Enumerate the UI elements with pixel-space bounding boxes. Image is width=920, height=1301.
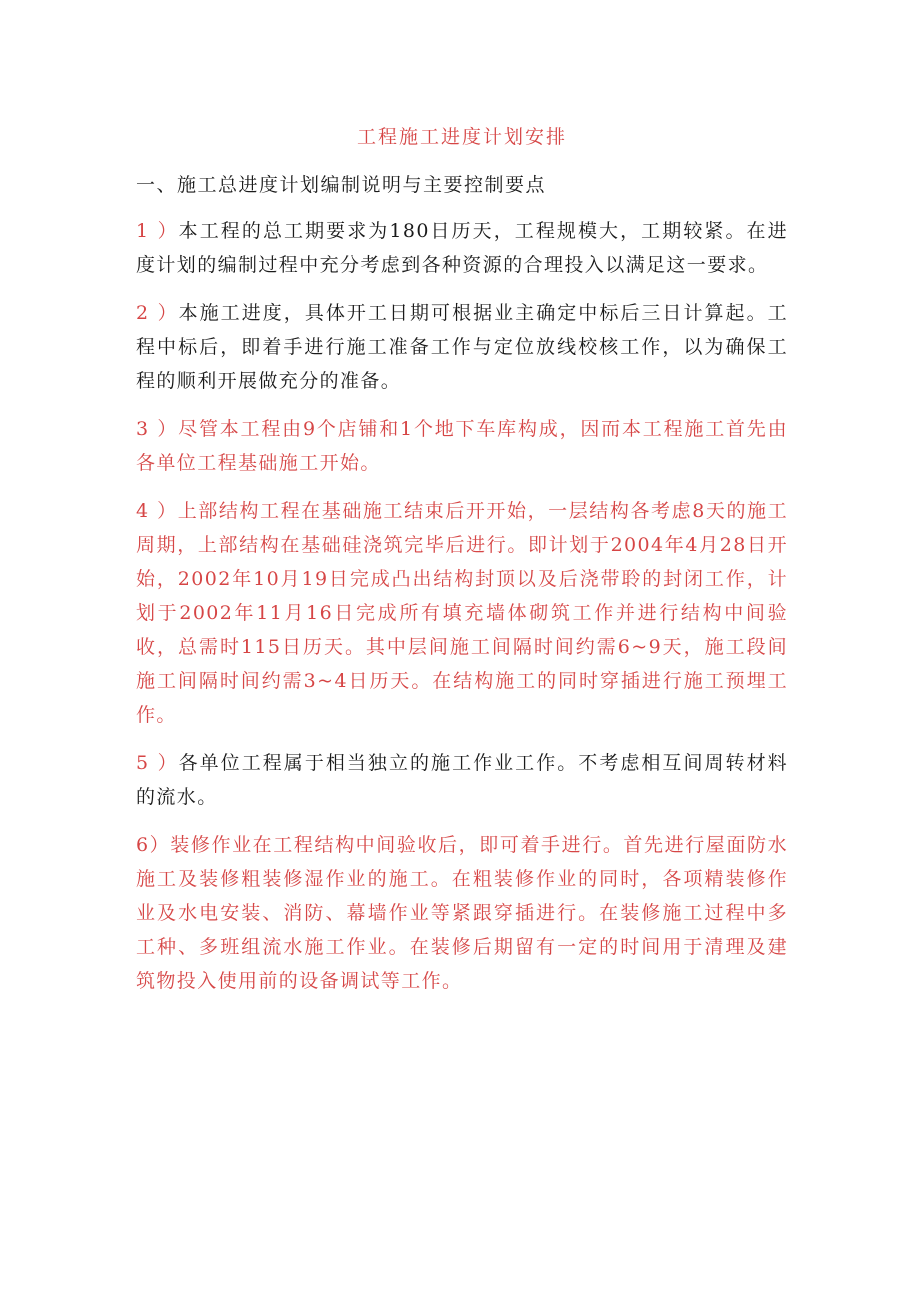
list-item-2: [136, 296, 788, 398]
item-text: 上部结构工程在基础施工结束后开开始，一层结构各考虑8天的施工周期，上部结构在基础硅浇筑完毕后进行。即计划于2004年4月28日开始，2002年10月19日完成凸出结构封顶以及后浇带聆的封闭工作，计划于2002年11月16日完成所有填充墙体砌筑工作并进行结构中间验收，总需时115日历天。其中层间施工间隔时间约需6~9天，施工段间施工间隔时间约需3~4日历天。在结构施工的同时穿插进行施工预埋工作。: [136, 500, 789, 726]
item-number: 2 ）: [136, 302, 179, 324]
item-text: 装修作业在工程结构中间验收后，即可着手进行。首先进行屋面防水施工及装修粗装修湿作业的施工。在粗装修作业的同时，各项精装修作业及水电安装、消防、幕墙作业等紧跟穿插进行。在装修施工过程中多工种、多班组流水施工作业。在装修后期留有一定的时间用于清理及建筑物投入使用前的设备调试等工作。: [136, 834, 788, 992]
list-item-6: [136, 828, 788, 998]
item-text: 本施工进度，具体开工日期可根据业主确定中标后三日计算起。工程中标后，即着手进行施工准备工作与定位放线校核工作，以为确保工程的顺利开展做充分的准备。: [136, 302, 789, 392]
item-number: 6）: [136, 834, 171, 856]
list-item-4: [136, 494, 788, 732]
document-title: 工程施工进度计划安排: [356, 126, 567, 148]
item-number: 1 ）: [136, 220, 179, 242]
item-text: 尽管本工程由9个店铺和1个地下车库构成，因而本工程施工首先由各单位工程基础施工开始。: [136, 418, 788, 474]
item-text: 本工程的总工期要求为180日历天，工程规模大，工期较紧。在进度计划的编制过程中充分考虑到各种资源的合理投入以满足这一要求。: [136, 220, 788, 276]
item-number: 5 ）: [136, 752, 179, 774]
list-item-5: [136, 746, 788, 814]
item-text: 各单位工程属于相当独立的施工作业工作。不考虑相互间周转材料的流水。: [136, 752, 789, 808]
item-number: 4 ）: [136, 500, 178, 522]
document-page: [136, 120, 788, 1012]
item-number: 3 ）: [136, 418, 179, 440]
list-item-1: [136, 214, 788, 282]
section-heading: 一、施工总进度计划编制说明与主要控制要点: [136, 174, 547, 196]
list-item-3: [136, 412, 788, 480]
